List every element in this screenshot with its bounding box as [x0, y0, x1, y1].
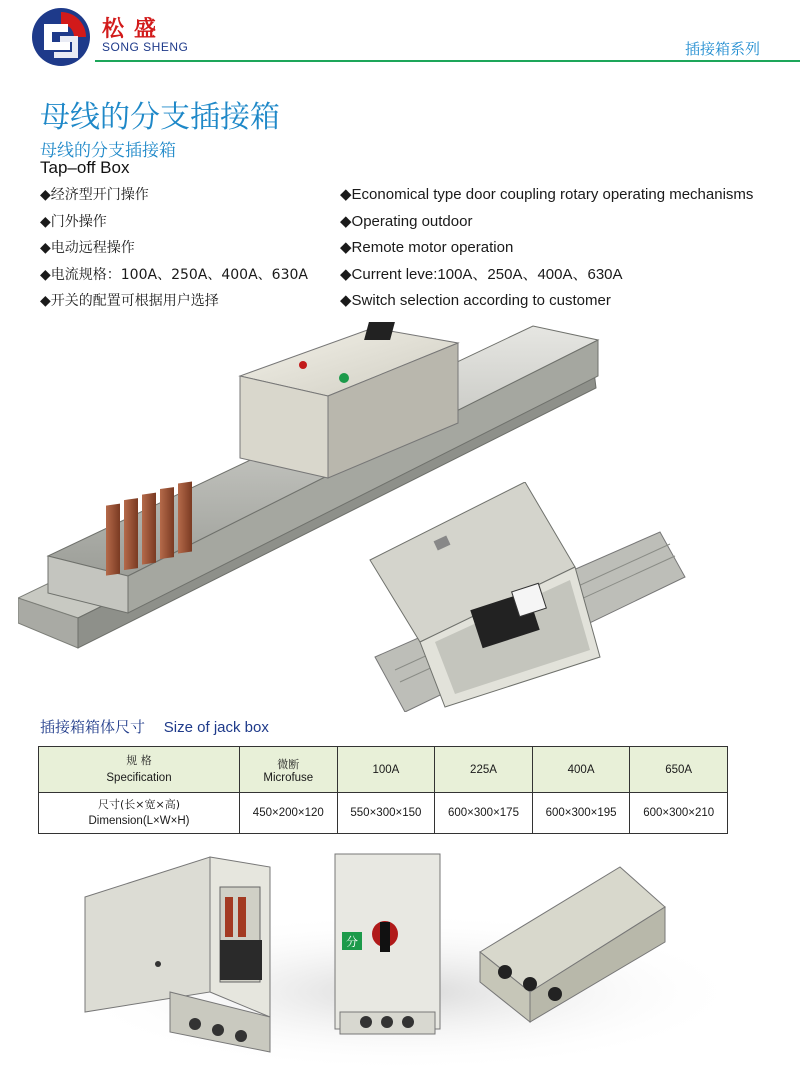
row-label-cn: 尺寸(长×宽×高) — [97, 798, 181, 811]
row-label-cell — [39, 793, 240, 834]
feature-item: ◆Current leve:100A、250A、400A、630A — [340, 265, 623, 283]
feature-item: ◆Economical type door coupling rotary operating mechanisms — [340, 186, 754, 203]
subtitle-cn: 母线的分支插接箱 — [40, 141, 176, 161]
header-label-cn: 规 格 — [126, 754, 152, 767]
feature-item: ◆Remote motor operation — [340, 239, 514, 256]
table-caption — [40, 716, 269, 737]
feature-list-en — [340, 186, 753, 319]
feature-list-cn — [40, 186, 308, 319]
page-header — [0, 0, 800, 72]
header-en: Microfuse — [263, 771, 314, 784]
header-label-en: Specification — [106, 772, 172, 784]
header-label-cell — [39, 747, 240, 793]
row-label-en: Dimension(L×W×H) — [88, 815, 190, 827]
series-label: 插接箱系列 — [684, 40, 760, 58]
table-row — [39, 793, 728, 834]
table-cell: 550×300×150 — [337, 793, 435, 834]
logo-icon — [30, 6, 92, 68]
feature-item: ◆开关的配置可根据用户选择 — [40, 293, 219, 309]
product-photos — [60, 842, 750, 1082]
table-header-row — [39, 747, 728, 793]
table-header-cell: 400A — [532, 747, 630, 793]
header-cn: 微断 — [277, 757, 300, 771]
table-caption-cn: 插接箱箱体尺寸 — [40, 718, 146, 736]
page-title: 母线的分支插接箱 — [40, 100, 280, 135]
closed-switch-box-icon — [335, 854, 440, 1034]
feature-item: ◆Operating outdoor — [340, 212, 473, 230]
table-cell: 600×300×175 — [435, 793, 533, 834]
feature-item: ◆电动远程操作 — [40, 240, 135, 256]
feature-item: ◆电流规格：100A、250A、400A、630A — [40, 266, 308, 283]
feature-item: ◆Switch selection according to customer — [340, 292, 611, 309]
feature-item: ◆经济型开门操作 — [40, 187, 149, 203]
feature-item: ◆门外操作 — [40, 213, 107, 230]
brand-name-cn: 松盛 — [102, 17, 167, 42]
subtitle-en: Tap–off Box — [40, 158, 130, 177]
table-cell: 600×300×195 — [532, 793, 630, 834]
brand-name-en: SONG SHENG — [102, 40, 189, 54]
open-tapoff-box-illustration — [365, 482, 690, 712]
table-header-cell: 225A — [435, 747, 533, 793]
switch-label: 分 — [345, 935, 359, 949]
table-header-cell: 100A — [337, 747, 435, 793]
table-caption-en: Size of jack box — [163, 719, 269, 736]
table-cell: 450×200×120 — [240, 793, 338, 834]
table-header-cell: 650A — [630, 747, 728, 793]
table-header-cell — [240, 747, 338, 793]
header-divider — [95, 60, 800, 62]
dimension-table — [38, 746, 728, 834]
table-cell: 600×300×210 — [630, 793, 728, 834]
